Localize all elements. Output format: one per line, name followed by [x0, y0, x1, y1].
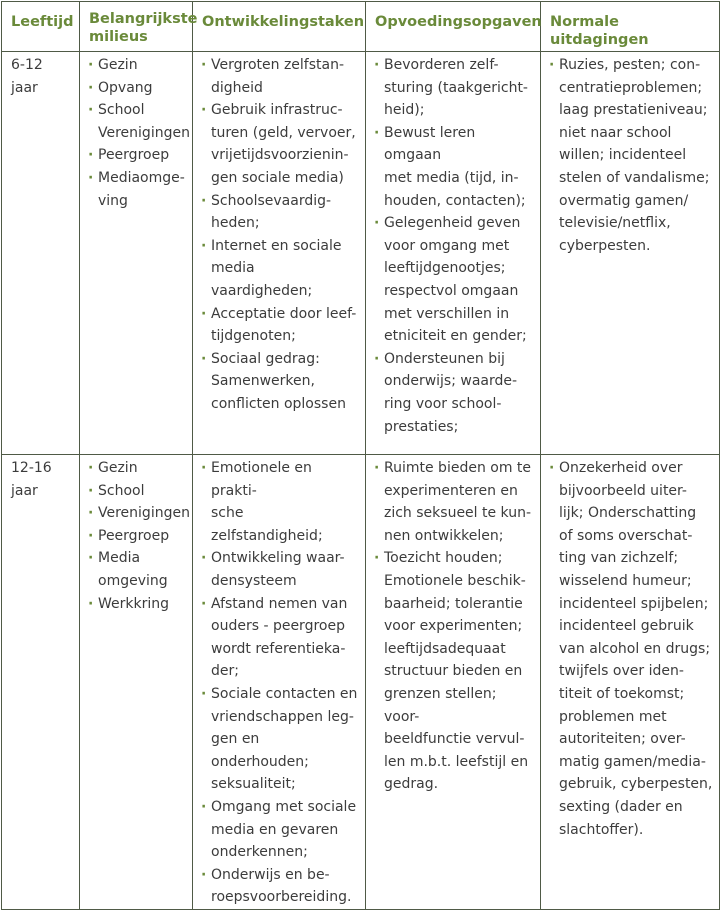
age-cell: 6-12 jaar — [2, 52, 80, 455]
header-normale-uitdagingen: Normale uitdagingen — [541, 2, 720, 52]
list-item: · Gebruik infrastruc- turen (geld, vervoer, vrijetijdsvoorzienin- gen sociale media) — [201, 99, 359, 189]
list-item: · School — [88, 480, 186, 503]
list-item: · Emotionele en prakti- sche zelfstandigheid; — [201, 457, 359, 547]
list-item: · Acceptatie door leef- tijdgenoten; — [201, 303, 359, 348]
list-item: · Onderwijs en be- roepsvoorbereiding. — [201, 864, 359, 909]
list-item: · Gelegenheid geven voor omgang met leeftijdgenootjes; respectvol omgaan met verschillen in etniciteit en gender; — [374, 212, 534, 348]
list-item: · Afstand nemen van ouders - peergroep wordt referentieka- der; — [201, 593, 359, 683]
list-item: · Werkkring — [88, 593, 186, 616]
header-ontwikkelingstaken: Ontwikkelingstaken — [193, 2, 366, 52]
list-item: · Peergroep — [88, 144, 186, 167]
uitdagingen-cell — [541, 455, 720, 910]
list-item: · Ruimte bieden om te experimenteren en zich seksueel te kun- nen ontwikkelen; — [374, 457, 534, 547]
header-row — [2, 2, 720, 52]
list-item: · Mediaomge- ving — [88, 167, 186, 212]
list-item: · Onzekerheid over bijvoorbeeld uiter- lijk; Onderschatting of soms overschat- ting van zichzelf; wisselend humeur; incidenteel spijbelen; incidenteel gebruik van alcohol en drugs; twijfels over iden- titeit of toekomst; problemen met autoriteiten; over- matig gamen/media- gebruik, cyberpesten, sexting (dader en slachtoffer). — [549, 457, 713, 841]
list-item: · Internet en sociale media vaardigheden; — [201, 235, 359, 303]
list-item: · School Verenigingen — [88, 99, 186, 144]
table-row — [2, 455, 720, 910]
opgaven-cell — [366, 455, 541, 910]
opgaven-cell — [366, 52, 541, 455]
list-item: · Ontwikkeling waar- densysteem — [201, 547, 359, 592]
list-item: · Gezin — [88, 457, 186, 480]
age-cell: 12-16 jaar — [2, 455, 80, 910]
list-item: · Ruzies, pesten; con- centratieproblemen; laag prestatieniveau; niet naar school willen; incidenteel stelen of vandalisme; overmatig gamen/ televisie/netflix, cyberpesten. — [549, 54, 713, 257]
list-item: · Sociale contacten en vriendschappen leg- gen en onderhouden; seksualiteit; — [201, 683, 359, 796]
list-item: · Gezin — [88, 54, 186, 77]
header-milieus: Belangrijkste milieus — [80, 2, 193, 52]
list-item: · Media omgeving — [88, 547, 186, 592]
list-item: · Ondersteunen bij onderwijs; waarde- ring voor school- prestaties; — [374, 348, 534, 438]
development-table — [1, 1, 720, 910]
uitdagingen-cell — [541, 52, 720, 455]
list-item: · Opvang — [88, 77, 186, 100]
header-opvoedingsopgaven: Opvoedingsopgaven — [366, 2, 541, 52]
list-item: · Bewust leren omgaan met media (tijd, in- houden, contacten); — [374, 122, 534, 212]
list-item: · Omgang met sociale media en gevaren onderkennen; — [201, 796, 359, 864]
list-item: · Sociaal gedrag: Samenwerken, conflicten oplossen — [201, 348, 359, 416]
list-item: · Bevorderen zelf- sturing (taakgericht- heid); — [374, 54, 534, 122]
milieus-cell — [80, 455, 193, 910]
list-item: · Toezicht houden; Emotionele beschik- baarheid; tolerantie voor experimenten; leeftijdsadequaat structuur bieden en grenzen stellen; voor- beeldfunctie vervul- len m.b.t. leefstijl en gedrag. — [374, 547, 534, 796]
list-item: · Verenigingen — [88, 502, 186, 525]
milieus-cell — [80, 52, 193, 455]
header-leeftijd: Leeftijd — [2, 2, 80, 52]
taken-cell — [193, 455, 366, 910]
table-row — [2, 52, 720, 455]
list-item: · Peergroep — [88, 525, 186, 548]
taken-cell — [193, 52, 366, 455]
list-item: · Vergroten zelfstan- digheid — [201, 54, 359, 99]
list-item: · Schoolsevaardig- heden; — [201, 190, 359, 235]
